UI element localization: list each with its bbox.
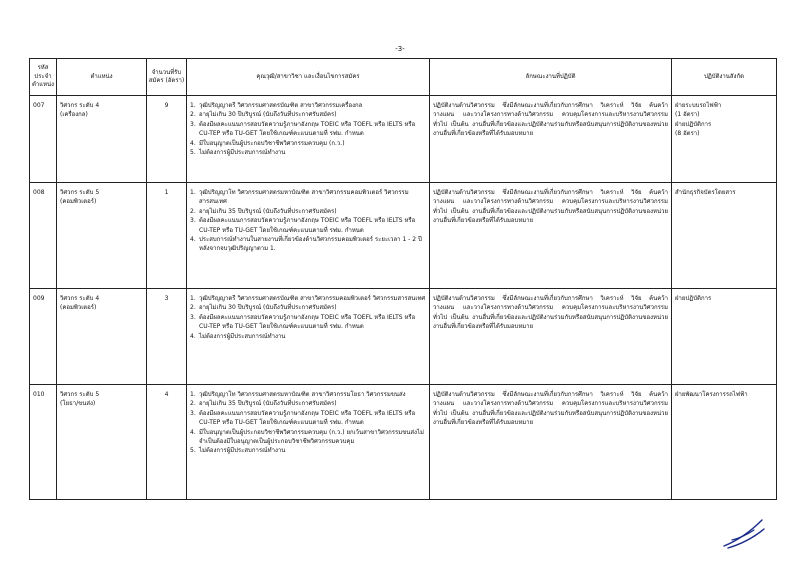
qualification-item: 3. ต้องมีผลคะแนนการสอบวัดความรู้ภาษาอังกฤษ TOEIC หรือ TOEFL หรือ IELTS หรือ CU-TEP หรือ TU-GET โดยใช้เกณฑ์คะแนนตามที่ รฟม. กำหนด bbox=[190, 120, 416, 138]
header-code: รหัสประจำตำแหน่ง bbox=[30, 59, 57, 96]
position-name: วิศวกร ระดับ 5 bbox=[60, 391, 100, 398]
qualification-item: 2. อายุไม่เกิน 35 ปีบริบูรณ์ (นับถึงวันที่ประกาศรับสมัคร) bbox=[190, 400, 337, 408]
qualifications-cell bbox=[187, 183, 430, 289]
header-quota: จำนวนที่รับสมัคร (อัตรา) bbox=[147, 59, 187, 96]
qualification-item: 2. อายุไม่เกิน 30 ปีบริบูรณ์ (นับถึงวันที่ประกาศรับสมัคร) bbox=[190, 304, 337, 312]
position-field: (โยธา/ขนส่ง) bbox=[60, 400, 96, 408]
department-name: ฝ่ายพัฒนาโครงการรถไฟฟ้า bbox=[675, 391, 748, 398]
position-title bbox=[57, 385, 147, 500]
qualification-item: 4. มีใบอนุญาตเป็นผู้ประกอบวิชาชีพวิศวกรรมควบคุม (ก.ว.) ยกเว้นสาขาวิศวกรรมขนส่งไม่จำเป็นต้องมีใบอนุญาตเป็นผู้ประกอบวิชาชีพวิศวกรรมควบคุม bbox=[190, 428, 424, 446]
table-row bbox=[30, 289, 777, 385]
position-title bbox=[57, 183, 147, 289]
department-quota: (8 อัตรา) bbox=[675, 130, 700, 138]
duty-description: ปฏิบัติงานด้านวิศวกรรม ซึ่งมีลักษณะงานที่เกี่ยวกับการศึกษา วิเคราะห์ วิจัย ค้นคว้า วางแผน และวางโครงการทางด้านวิศวกรรม ควบคุมโครงการและบริหารงานวิศวกรรมทั่วไป เป็นต้น งานอื่นที่เกี่ยวข้องและปฏิบัติงานร่วมกับหรือสนับสนุนการปฏิบัติงานของหน่วยงานอื่นที่เกี่ยวข้องหรือที่ได้รับมอบหมาย bbox=[430, 289, 672, 385]
qualification-item: 1. วุฒิปริญญาโท วิศวกรรมศาสตรมหาบัณฑิต สาขาวิศวกรรมโยธา วิศวกรรมขนส่ง bbox=[190, 391, 406, 398]
qualification-item: 3. ต้องมีผลคะแนนการสอบวัดความรู้ภาษาอังกฤษ TOEIC หรือ TOEFL หรือ IELTS หรือ CU-TEP หรือ TU-GET โดยใช้เกณฑ์คะแนนตามที่ รฟม. กำหนด bbox=[190, 217, 416, 234]
table-header-row bbox=[30, 59, 777, 96]
duty-description: ปฏิบัติงานด้านวิศวกรรม ซึ่งมีลักษณะงานที่เกี่ยวกับการศึกษา วิเคราะห์ วิจัย ค้นคว้า วางแผน และวางโครงการทางด้านวิศวกรรม ควบคุมโครงการและบริหารงานวิศวกรรมทั่วไป เป็นต้น งานอื่นที่เกี่ยวข้องและปฏิบัติงานร่วมกับหรือสนับสนุนการปฏิบัติงานของหน่วยงานอื่นที่เกี่ยวข้องหรือที่ได้รับมอบหมาย bbox=[430, 96, 672, 183]
qualifications-cell bbox=[187, 289, 430, 385]
department-cell bbox=[672, 183, 777, 289]
header-qualifications: คุณวุฒิ/สาขาวิชา และเงื่อนไขการสมัคร bbox=[187, 59, 430, 96]
position-title bbox=[57, 289, 147, 385]
position-title bbox=[57, 96, 147, 183]
table-row bbox=[30, 96, 777, 183]
quota-count: 3 bbox=[147, 289, 187, 385]
department-name: ฝ่ายระบบรถไฟฟ้า bbox=[675, 102, 722, 109]
qualification-item: 2. อายุไม่เกิน 30 ปีบริบูรณ์ (นับถึงวันที่ประกาศรับสมัคร) bbox=[190, 111, 337, 119]
position-code: 008 bbox=[30, 183, 57, 289]
header-duties: ลักษณะงานที่ปฏิบัติ bbox=[430, 59, 672, 96]
qualification-item: 3. ต้องมีผลคะแนนการสอบวัดความรู้ภาษาอังกฤษ TOEIC หรือ TOEFL หรือ IELTS หรือ CU-TEP หรือ TU-GET โดยใช้เกณฑ์คะแนนตามที่ รฟม. กำหนด bbox=[190, 313, 416, 331]
position-name: วิศวกร ระดับ 4 bbox=[60, 102, 100, 109]
department-cell bbox=[672, 289, 777, 385]
qualification-item: 3. ต้องมีผลคะแนนการสอบวัดความรู้ภาษาอังกฤษ TOEIC หรือ TOEFL หรือ IELTS หรือ CU-TEP หรือ TU-GET โดยใช้เกณฑ์คะแนนตามที่ รฟม. กำหนด bbox=[190, 409, 416, 427]
position-code: 007 bbox=[30, 96, 57, 183]
department-cell bbox=[672, 96, 777, 183]
qualification-item: 2. อายุไม่เกิน 35 ปีบริบูรณ์ (นับถึงวันที่ประกาศรับสมัคร) bbox=[190, 207, 337, 215]
quota-count: 9 bbox=[147, 96, 187, 183]
department-name: สำนักธุรกิจบัตรโดยสาร bbox=[675, 189, 736, 196]
qualification-item: 1. วุฒิปริญญาตรี วิศวกรรมศาสตรบัณฑิต สาขาวิศวกรรมเครื่องกล bbox=[190, 102, 363, 109]
qualification-item: 4. ไม่ต้องการผู้มีประสบการณ์ทำงาน bbox=[190, 332, 286, 340]
signature-mark bbox=[718, 512, 768, 552]
department-name: ฝ่ายปฏิบัติการ bbox=[675, 295, 712, 302]
position-code: 009 bbox=[30, 289, 57, 385]
department-name: ฝ่ายปฏิบัติการ bbox=[675, 120, 712, 128]
duty-description: ปฏิบัติงานด้านวิศวกรรม ซึ่งมีลักษณะงานที่เกี่ยวกับการศึกษา วิเคราะห์ วิจัย ค้นคว้า วางแผน และวางโครงการทางด้านวิศวกรรม ควบคุมโครงการและบริหารงานวิศวกรรมทั่วไป เป็นต้น งานอื่นที่เกี่ยวข้องและปฏิบัติงานร่วมกับหรือสนับสนุนการปฏิบัติงานของหน่วยงานอื่นที่เกี่ยวข้องหรือที่ได้รับมอบหมาย bbox=[430, 183, 672, 289]
header-position: ตำแหน่ง bbox=[57, 59, 147, 96]
qualification-item: 1. วุฒิปริญญาตรี วิศวกรรมศาสตรบัณฑิต สาขาวิศวกรรมคอมพิวเตอร์ วิศวกรรมสารสนเทศ bbox=[190, 295, 426, 302]
position-name: วิศวกร ระดับ 5 bbox=[60, 189, 100, 196]
header-department: ปฏิบัติงานสังกัด bbox=[672, 59, 777, 96]
position-code: 010 bbox=[30, 385, 57, 500]
department-cell bbox=[672, 385, 777, 500]
qualification-item: 4. มีใบอนุญาตเป็นผู้ประกอบวิชาชีพวิศวกรรมควบคุม (ก.ว.) bbox=[190, 139, 345, 147]
duty-description: ปฏิบัติงานด้านวิศวกรรม ซึ่งมีลักษณะงานที่เกี่ยวกับการศึกษา วิเคราะห์ วิจัย ค้นคว้า วางแผน และวางโครงการทางด้านวิศวกรรม ควบคุมโครงการและบริหารงานวิศวกรรมทั่วไป เป็นต้น งานอื่นที่เกี่ยวข้องและปฏิบัติงานร่วมกับหรือสนับสนุนการปฏิบัติงานของหน่วยงานอื่นที่เกี่ยวข้องหรือที่ได้รับมอบหมาย bbox=[430, 385, 672, 500]
position-name: วิศวกร ระดับ 4 bbox=[60, 295, 100, 302]
page-number: -3- bbox=[395, 45, 405, 53]
qualification-item: 1. วุฒิปริญญาโท วิศวกรรมศาสตรมหาบัณฑิต สาขาวิศวกรรมคอมพิวเตอร์ วิศวกรรมสารสนเทศ bbox=[190, 189, 409, 206]
qualification-item: 5. ไม่ต้องการผู้มีประสบการณ์ทำงาน bbox=[190, 149, 286, 157]
department-quota: (1 อัตรา) bbox=[675, 111, 700, 119]
qualification-item: 5. ไม่ต้องการผู้มีประสบการณ์ทำงาน bbox=[190, 447, 286, 455]
position-field: (คอมพิวเตอร์) bbox=[60, 304, 97, 312]
quota-count: 1 bbox=[147, 183, 187, 289]
job-positions-table bbox=[29, 58, 777, 500]
position-field: (เครื่องกล) bbox=[60, 111, 88, 119]
quota-count: 4 bbox=[147, 385, 187, 500]
qualifications-cell bbox=[187, 96, 430, 183]
table-row bbox=[30, 183, 777, 289]
table-row bbox=[30, 385, 777, 500]
qualification-item: 4. ประสบการณ์ทำงานในสายงานที่เกี่ยวข้องด้านวิศวกรรมคอมพิวเตอร์ ระยะเวลา 1 - 2 ปี หลังจากจบวุฒิปริญญาตาม 1. bbox=[190, 236, 422, 253]
qualifications-cell bbox=[187, 385, 430, 500]
position-field: (คอมพิวเตอร์) bbox=[60, 198, 97, 206]
